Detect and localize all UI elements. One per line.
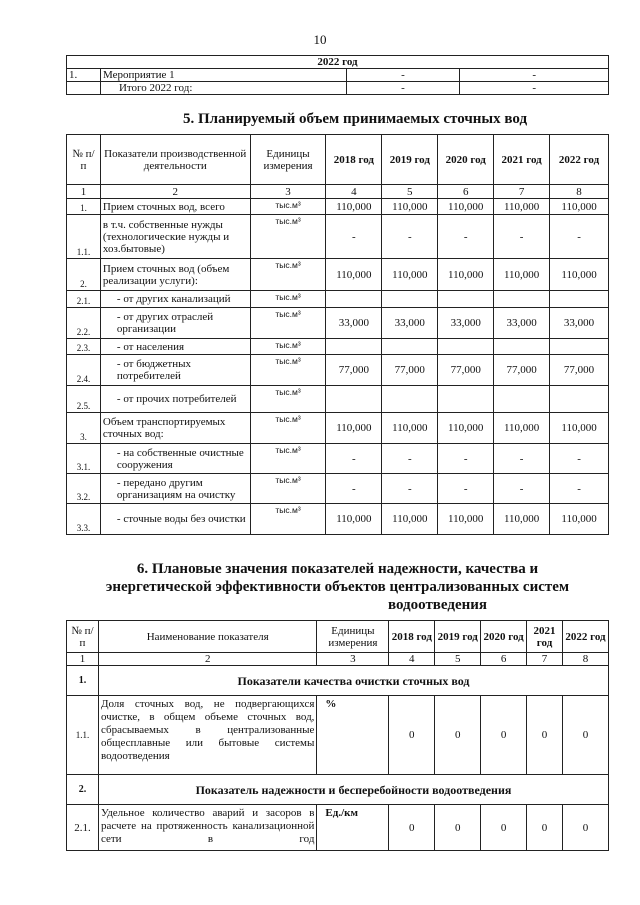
table-row (67, 215, 609, 259)
row-value: 33,000 (494, 308, 550, 339)
row-name: в т.ч. собственные нужды (технологические нужды и хоз.бытовые) (100, 215, 250, 259)
row-value: - (494, 474, 550, 504)
row-value: - (382, 444, 438, 474)
row-value: 110,000 (382, 259, 438, 291)
row-value: 110,000 (438, 504, 494, 535)
col-number: 6 (481, 653, 527, 666)
row-name: Прием сточных вод (объем реализации услуги): (100, 259, 250, 291)
table-row (67, 413, 609, 444)
row-number: 1. (67, 199, 101, 215)
row-value: 33,000 (438, 308, 494, 339)
row-value: 0 (481, 805, 527, 851)
row-value: 77,000 (326, 355, 382, 386)
row-value: 110,000 (550, 199, 609, 215)
col-number: 4 (389, 653, 435, 666)
row-value (382, 291, 438, 308)
row-value: 0 (389, 805, 435, 851)
col-number: 7 (527, 653, 563, 666)
row-value (382, 339, 438, 355)
header-cell: Единицы измерения (250, 135, 326, 185)
section-5-table (66, 134, 609, 535)
row-value: - (382, 474, 438, 504)
row-unit: тыс.м³ (250, 474, 326, 504)
col-number: 8 (563, 653, 609, 666)
section-6-table (66, 620, 609, 851)
row-number: 2.4. (67, 355, 101, 386)
table-row (67, 259, 609, 291)
header-cell: 2018 год (326, 135, 382, 185)
column-number-row (67, 185, 609, 199)
row-value: - (550, 215, 609, 259)
row-number: 3.1. (67, 444, 101, 474)
row-number: 2.3. (67, 339, 101, 355)
row-value: - (382, 215, 438, 259)
row-value: 110,000 (438, 199, 494, 215)
table-row (67, 504, 609, 535)
section-6-title (66, 560, 609, 614)
row-value: - (438, 444, 494, 474)
row-value (550, 291, 609, 308)
group-row (67, 666, 609, 696)
row-value: 110,000 (550, 504, 609, 535)
col-number: 8 (550, 185, 609, 199)
header-cell: 2022 год (563, 621, 609, 653)
row-unit: тыс.м³ (250, 308, 326, 339)
row-value: 110,000 (326, 259, 382, 291)
row-name: Итого 2022 год: (100, 82, 346, 95)
row-unit: тыс.м³ (250, 355, 326, 386)
row-unit: тыс.м³ (250, 339, 326, 355)
row-value: - (326, 474, 382, 504)
group-number: 1. (67, 666, 99, 696)
col-number: 3 (250, 185, 326, 199)
header-cell: 2019 год (435, 621, 481, 653)
row-unit: тыс.м³ (250, 504, 326, 535)
row-number: 3. (67, 413, 101, 444)
row-value: 110,000 (550, 259, 609, 291)
row-unit: тыс.м³ (250, 386, 326, 413)
row-name: - от бюджетных потребителей (100, 355, 250, 386)
row-number: 3.3. (67, 504, 101, 535)
header-cell: Единицы измерения (317, 621, 389, 653)
table-row (67, 696, 609, 775)
row-unit: тыс.м³ (250, 215, 326, 259)
row-number: 2. (67, 259, 101, 291)
row-unit: тыс.м³ (250, 199, 326, 215)
row-value: 110,000 (438, 413, 494, 444)
row-value: - (346, 69, 460, 82)
row-value: 0 (527, 805, 563, 851)
row-value: - (550, 474, 609, 504)
row-value: 110,000 (326, 413, 382, 444)
row-value: - (438, 474, 494, 504)
section-5-title: 5. Планируемый объем принимаемых сточных вод (183, 111, 528, 127)
table-row (67, 199, 609, 215)
row-value (438, 291, 494, 308)
col-number: 2 (98, 653, 316, 666)
group-row (67, 775, 609, 805)
header-row (67, 135, 609, 185)
col-number: 4 (326, 185, 382, 199)
col-number: 1 (67, 653, 99, 666)
row-unit: тыс.м³ (250, 291, 326, 308)
row-value: 110,000 (494, 199, 550, 215)
table-row (67, 69, 609, 82)
col-number: 1 (67, 185, 101, 199)
row-value: 110,000 (494, 413, 550, 444)
row-value: 110,000 (382, 504, 438, 535)
row-value: 110,000 (326, 504, 382, 535)
row-value (550, 339, 609, 355)
header-cell: Наименование показателя (98, 621, 316, 653)
col-number: 7 (494, 185, 550, 199)
header-cell: 2021 год (527, 621, 563, 653)
row-value (326, 339, 382, 355)
row-value: - (438, 215, 494, 259)
row-value: - (326, 215, 382, 259)
row-name: Объем транспортируемых сточных вод: (100, 413, 250, 444)
row-name: Удельное количество аварий и засоров в расчете на протяженность канализационной сети в год (98, 805, 316, 851)
section-6-title-line: энергетической эффективности объектов централизованных систем (105, 579, 570, 595)
table-row (67, 82, 609, 95)
header-cell: 2019 год (382, 135, 438, 185)
table-row (67, 474, 609, 504)
row-value (326, 291, 382, 308)
row-value: 0 (435, 805, 481, 851)
row-name: - от других канализаций (100, 291, 250, 308)
row-value: 110,000 (494, 504, 550, 535)
group-number: 2. (67, 775, 99, 805)
row-number: 2.1. (67, 291, 101, 308)
row-name: Доля сточных вод, не подвергающихся очистке, в общем объеме сточных вод, сбрасываемых в централизованные общесплавные или бытовые системы водоотведения (98, 696, 316, 775)
header-row (67, 621, 609, 653)
col-number: 6 (438, 185, 494, 199)
row-number: 2.2. (67, 308, 101, 339)
row-value (494, 291, 550, 308)
row-number: 1.1. (67, 215, 101, 259)
row-value (438, 339, 494, 355)
header-cell: Показатели производственной деятельности (100, 135, 250, 185)
row-value: 0 (435, 696, 481, 775)
row-value: 110,000 (438, 259, 494, 291)
row-value: 77,000 (494, 355, 550, 386)
row-value: 0 (389, 696, 435, 775)
group-title: Показатель надежности и бесперебойности водоотведения (98, 775, 608, 805)
row-value: 110,000 (382, 413, 438, 444)
row-unit: Ед./км (317, 805, 389, 851)
row-value: 110,000 (382, 199, 438, 215)
header-cell: 2020 год (481, 621, 527, 653)
row-value: - (326, 444, 382, 474)
row-unit: тыс.м³ (250, 444, 326, 474)
row-name: - от прочих потребителей (100, 386, 250, 413)
table-row (67, 291, 609, 308)
row-name: - сточные воды без очистки (100, 504, 250, 535)
row-value (494, 386, 550, 413)
table-row (67, 386, 609, 413)
row-value: 110,000 (550, 413, 609, 444)
row-number: 1. (67, 69, 101, 82)
row-value: 0 (527, 696, 563, 775)
column-number-row (67, 653, 609, 666)
section-6-title-line: 6. Плановые значения показателей надежности, качества и (136, 561, 539, 577)
row-name: - от населения (100, 339, 250, 355)
row-number: 2.5. (67, 386, 101, 413)
row-unit: % (317, 696, 389, 775)
row-name: Мероприятие 1 (100, 69, 346, 82)
row-value (326, 386, 382, 413)
table-row (67, 339, 609, 355)
header-cell: 2020 год (438, 135, 494, 185)
row-value: 77,000 (438, 355, 494, 386)
section-6-title-line: водоотведения (387, 597, 488, 613)
year-header: 2022 год (67, 56, 609, 69)
header-cell: № п/п (67, 621, 99, 653)
row-value (382, 386, 438, 413)
table-row (67, 444, 609, 474)
row-value (494, 339, 550, 355)
header-cell: № п/ п (67, 135, 101, 185)
row-name: Прием сточных вод, всего (100, 199, 250, 215)
row-name: - передано другим организациям на очистку (100, 474, 250, 504)
row-value: - (494, 444, 550, 474)
row-value: 110,000 (494, 259, 550, 291)
row-value: - (460, 82, 609, 95)
header-cell: 2018 год (389, 621, 435, 653)
table-row (67, 355, 609, 386)
row-value: 0 (481, 696, 527, 775)
row-value: 0 (563, 805, 609, 851)
col-number: 2 (100, 185, 250, 199)
row-value (438, 386, 494, 413)
top-table (66, 55, 609, 95)
col-number: 3 (317, 653, 389, 666)
row-value: 77,000 (550, 355, 609, 386)
col-number: 5 (382, 185, 438, 199)
row-unit: тыс.м³ (250, 259, 326, 291)
row-name: - на собственные очистные сооружения (100, 444, 250, 474)
col-number: 5 (435, 653, 481, 666)
row-value: 33,000 (382, 308, 438, 339)
row-value: 33,000 (326, 308, 382, 339)
row-number: 3.2. (67, 474, 101, 504)
row-number: 1.1. (67, 696, 99, 775)
row-value: 0 (563, 696, 609, 775)
page-number: 10 (313, 32, 327, 47)
group-title: Показатели качества очистки сточных вод (98, 666, 608, 696)
row-value: - (550, 444, 609, 474)
row-value: - (460, 69, 609, 82)
row-unit: тыс.м³ (250, 413, 326, 444)
row-value (550, 386, 609, 413)
row-value: 77,000 (382, 355, 438, 386)
row-value: 110,000 (326, 199, 382, 215)
table-row (67, 805, 609, 851)
header-cell: 2021 год (494, 135, 550, 185)
row-value: - (494, 215, 550, 259)
row-number (67, 82, 101, 95)
header-cell: 2022 год (550, 135, 609, 185)
row-number: 2.1. (67, 805, 99, 851)
table-row (67, 308, 609, 339)
row-value: 33,000 (550, 308, 609, 339)
row-value: - (346, 82, 460, 95)
row-name: - от других отраслей организации (100, 308, 250, 339)
